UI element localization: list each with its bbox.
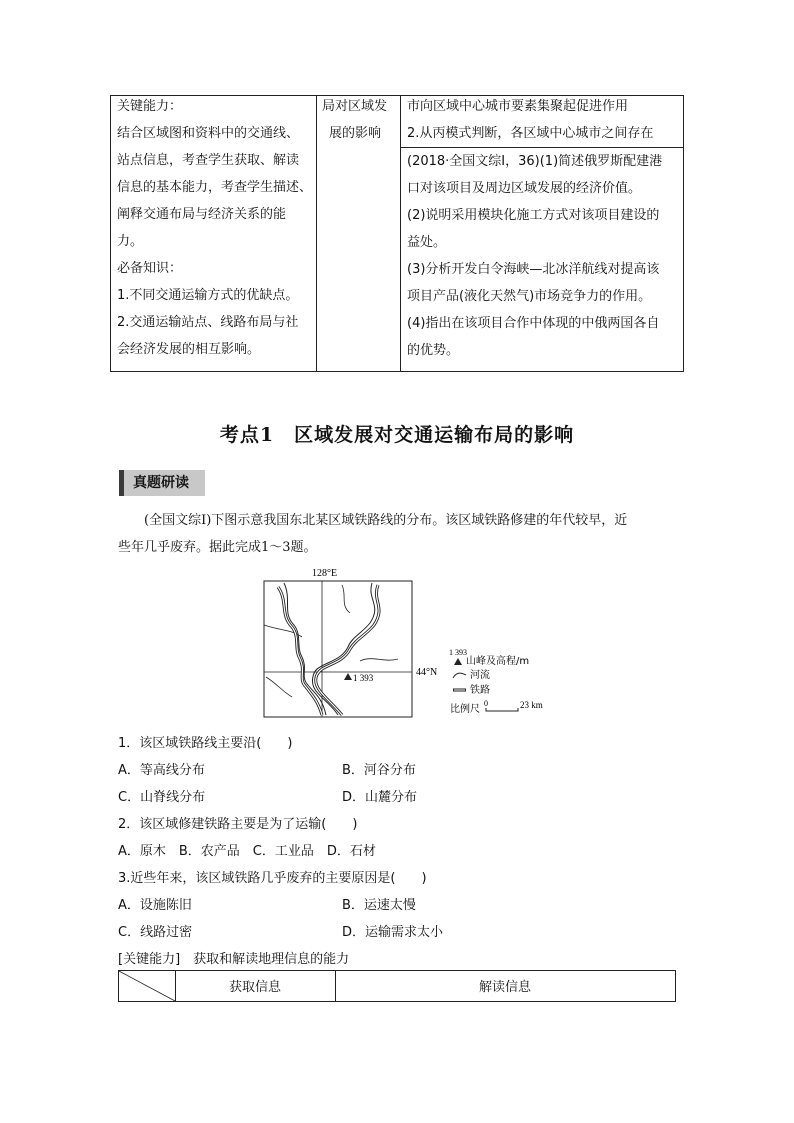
longitude-label: 128°E: [312, 568, 338, 579]
header-interpret-info: 解读信息: [478, 980, 531, 995]
table-border-left: [110, 96, 111, 371]
legend-peak-icon: [454, 658, 462, 665]
table-line: 1.不同交通运输方式的优缺点。: [117, 288, 299, 303]
topic-cell: [322, 93, 387, 371]
legend-scale-zero: 0: [484, 699, 488, 708]
question-2-options[interactable]: A．原木 B．农产品 C．工业品 D．石材: [118, 844, 376, 859]
question-1-option-d[interactable]: D．山麓分布: [342, 790, 418, 805]
table-line: 展的影响: [329, 126, 382, 141]
latitude-label: 44°N: [416, 667, 438, 678]
river-tributary-3: [360, 659, 398, 661]
legend-scale-text: 比例尺: [450, 704, 480, 715]
intro-line-2: 些年几乎废弃。据此完成1～3题。: [118, 540, 317, 555]
railway-map-figure: [252, 565, 552, 720]
legend-scale-value: 23 km: [520, 700, 543, 710]
table-line: 2.交通运输站点、线路布局与社: [117, 315, 299, 330]
map-frame: [264, 581, 412, 717]
railway-main: [316, 585, 379, 715]
table-line: 结合区域图和资料中的交通线、: [117, 126, 300, 141]
table-line: 阐释交通布局与经济关系的能: [117, 207, 287, 222]
section-badge: [119, 470, 205, 496]
table-line: 2.从丙模式判断，各区域中心城市之间存在: [407, 126, 654, 141]
table-divider-2: [400, 96, 401, 371]
table-line: (4)指出在该项目合作中体现的中俄两国各自: [407, 316, 660, 331]
table-line: (3)分析开发白令海峡—北冰洋航线对提高该: [407, 262, 660, 277]
intro-line-1: (全国文综Ⅰ)下图示意我国东北某区域铁路线的分布。该区域铁路修建的年代较早，近: [144, 513, 628, 528]
table-line: 项目产品(液化天然气)市场竞争力的作用。: [407, 289, 652, 304]
table-line: 站点信息，考查学生获取、解读: [117, 153, 300, 168]
exam-cell-bottom: [407, 148, 662, 371]
question-3-option-c[interactable]: C．线路过密: [118, 925, 193, 940]
table-line: 必备知识：: [117, 261, 183, 276]
table-divider-1: [316, 96, 317, 371]
question-1-stem: 1．该区域铁路线主要沿( ): [118, 736, 293, 751]
table-line: 力。: [117, 234, 144, 249]
table-diagonal-cell: [119, 971, 175, 1001]
question-3-option-b[interactable]: B．运速太慢: [342, 898, 416, 913]
question-1-option-a[interactable]: A．等高线分布: [118, 763, 205, 778]
knowledge-table: [110, 95, 684, 372]
river-tributary-4: [266, 677, 292, 697]
legend-peak-text: 山峰及高程/m: [466, 656, 530, 667]
legend-river-text: 河流: [470, 670, 490, 681]
question-3-stem: 3.近些年来，该区域铁路几乎废弃的主要原因是( ): [118, 871, 427, 886]
river-tributary-2: [342, 585, 350, 613]
key-ability-cell: [117, 93, 312, 371]
table-line: 会经济发展的相互影响。: [117, 342, 261, 357]
table-line: (2)说明采用模块化施工方式对该项目建设的: [407, 208, 660, 223]
table-line: 口对该项目及周边区域发展的经济价值。: [407, 181, 642, 196]
scale-bar: [486, 708, 518, 711]
table-line: (2018·全国文综Ⅰ，36)(1)简述俄罗斯配建港: [407, 154, 663, 169]
section-heading: 考点1 区域发展对交通运输布局的影响: [219, 424, 575, 446]
peak-elevation-label: 1 393: [353, 673, 374, 683]
question-2-stem: 2．该区域修建铁路主要是为了运输( ): [118, 817, 358, 832]
railway-map: [252, 565, 552, 720]
peak-marker: [344, 673, 352, 680]
table-line: 局对区域发: [322, 99, 388, 114]
key-ability-line: [关键能力] 获取和解读地理信息的能力: [118, 952, 350, 967]
question-3-option-d[interactable]: D．运输需求太小: [342, 925, 444, 940]
question-1-option-c[interactable]: C．山脊线分布: [118, 790, 206, 805]
table-line: 的优势。: [407, 343, 460, 358]
table-line: 市向区域中心城市要素集聚起促进作用: [407, 99, 629, 114]
badge-label: 真题研读: [133, 475, 189, 491]
info-table: [118, 970, 676, 1002]
question-1-option-b[interactable]: B．河谷分布: [342, 763, 416, 778]
legend-peak-value: 1 393: [449, 648, 467, 657]
table-line: 益处。: [407, 235, 447, 250]
question-3-option-a[interactable]: A．设施陈旧: [118, 898, 192, 913]
legend-river-icon: [453, 673, 466, 678]
table-line: 信息的基本能力，考查学生描述、: [117, 180, 313, 195]
table-line: 关键能力：: [117, 99, 183, 114]
table-border-right: [683, 96, 684, 371]
header-obtain-info: 获取信息: [228, 980, 281, 995]
legend-rail-text: 铁路: [470, 685, 490, 696]
